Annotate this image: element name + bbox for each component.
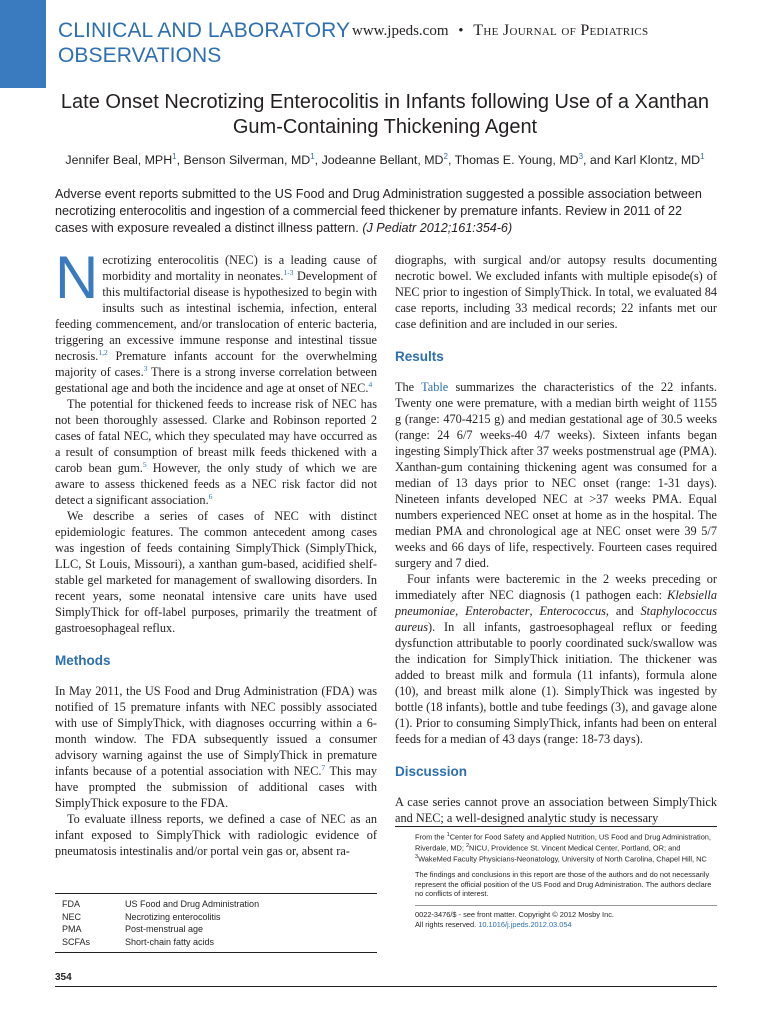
abbreviation-row: NEC Necrotizing enterocolitis — [62, 911, 221, 922]
results-heading: Results — [395, 349, 444, 364]
footnote-divider — [415, 905, 717, 906]
reference-link[interactable]: 3 — [143, 363, 148, 373]
affiliation-ref[interactable]: 1 — [700, 152, 705, 161]
doi-link[interactable]: 10.1016/j.jpeds.2012.03.054 — [478, 919, 572, 929]
right-column — [395, 252, 717, 826]
abbreviation-row: FDA US Food and Drug Administration — [62, 899, 260, 909]
abstract — [55, 186, 715, 237]
affiliation-ref[interactable]: 2 — [443, 152, 448, 161]
page-number: 354 — [55, 972, 72, 983]
table-link[interactable]: Table — [421, 380, 449, 394]
copyright-line: 0022-3476/$ - see front matter. Copyright © 2012 Mosby Inc. All rights reserved. 10.1016/j.jpeds.2012.03.054 — [415, 909, 614, 929]
affiliations: From the $^1$Center for Food Safety and Applied Nutrition, US Food and Drug Administration, Riverdale, MD; $^2$NICU, Providence St. Vincent Medical Center, Portland, OR; and $^3$WakeMed Faculty Physicians-Neonatology, University of North Carolina, Chapel Hill, NC — [415, 832, 711, 864]
methods-paragraph-1: In May 2011, the US Food and Drug Administration (FDA) was notified of 15 premature infants with NEC possibly associated with use of SimplyThick, with diagnoses occurring within a 6-month window. The FDA subsequently issued a consumer advisory warning against the use of SimplyThick in premature infants because of a potential association with NEC.$^7$ This may have prompted the submission of additional cases with SimplyThick exposure to the FDA. — [55, 684, 377, 810]
reference-link[interactable]: 5 — [142, 459, 147, 469]
journal-website-link[interactable]: www.jpeds.com — [352, 23, 449, 39]
author-2: Benson Silverman, $MD^1$, — [183, 152, 322, 168]
drop-cap: N — [55, 244, 99, 311]
reference-link[interactable]: 1,2 — [98, 347, 108, 357]
intro-paragraph-3: We describe a series of cases of NEC with distinct epidemiologic features. The common antecedent among cases was ingestion of feeds containing SimplyThick (SimplyThick, LLC, St Louis, Missouri), a xanthan gum-based, acidified shelf-stable gel marketed for management of swallowing disorders. In recent years, some neonatal intensive care units have used SimplyThick for off-label purposes, primarily the treatment of gastroesophageal reflux. — [55, 509, 377, 635]
affiliation-footnote — [395, 826, 717, 929]
section-label-line1: CLINICAL AND LABORATORY — [58, 19, 351, 42]
abstract-citation: (J Pediatr 2012;161:354-6) — [362, 221, 513, 235]
abbreviation-row: SCFAs Short-chain fatty acids — [62, 936, 215, 947]
reference-link[interactable]: 6 — [208, 491, 213, 501]
bullet-separator: • — [458, 23, 464, 39]
methods-heading: Methods — [55, 653, 111, 668]
reference-link[interactable]: 1-3 — [283, 267, 294, 277]
journal-header — [352, 22, 648, 40]
author-3: Jodeanne Bellant, $MD^2$, — [321, 152, 455, 168]
methods-paragraph-2: To evaluate illness reports, we defined a case of NEC as an infant exposed to SimplyThick with radiologic evidence of pneumatosis intestinalis and/or portal vein gas or, absent ra- — [55, 812, 377, 858]
author-5: Karl Klontz, $MD^1$ — [614, 152, 705, 168]
abstract-text: Adverse event reports submitted to the US Food and Drug Administration suggested a possible association between necrotizing enterocolitis and ingestion of a commercial feed thickener by premature infants. Review in 2011 of 22 cases with exposure revealed a distinct illness pattern. — [55, 187, 702, 235]
disclaimer: The findings and conclusions in this report are those of the authors and do not necessarily represent the official position of the US Food and Drug Administration. The authors declare no conflicts of interest. — [415, 870, 712, 899]
results-paragraph-1: The Table summarizes the characteristics of the 22 infants. Twenty one were premature, with a median birth weight of 1155 g (range: 470-4215 g) and median gestational age of 30.5 weeks (range: 24 6/7 weeks-40 4/7 weeks). Sixteen infants began ingesting SimplyThick after 37 weeks postmenstrual age (PMA). Xanthan-gum containing thickening agent was consumed for a median of 13 days prior to NEC onset (range: 1-31 days). Nineteen infants developed NEC at >37 weeks PMA. Equal numbers experienced NEC onset at home as in the hospital. The median PMA and chronological age at NEC onset were 39 5/7 weeks and 66 days of life, respectively. Fourteen cases required surgery and 7 died. — [395, 380, 717, 570]
author-list — [40, 152, 730, 167]
discussion-paragraph-1: A case series cannot prove an association between SimplyThick and NEC; a well-designed analytic study is necessary — [395, 795, 717, 825]
results-paragraph-2: Four infants were bacteremic in the 2 weeks preceding or immediately after NEC diagnosis (1 pathogen each: Klebsiella pneumoniae, Enterobacter, Enterococcus, and Staphylococcus aureus). In all infants, gastroesophageal reflux or feeding dysfunction attributable to poorly coordinated suck/swallow was the indication for SimplyThick initiation. The thickener was added to breast milk and formula (11 infants), formula alone (10), and breast milk alone (1). SimplyThick was ingested by bottle (18 infants), bottle and tube feedings (3), and gavage alone (1). Prior to consuming SimplyThick, infants had been on enteral feeds for a median of 43 days (range: 18-73 days). — [395, 572, 717, 746]
affiliation-ref[interactable]: 1 — [310, 152, 315, 161]
reference-link[interactable]: 7 — [321, 762, 326, 772]
section-label — [58, 18, 350, 68]
article-title: Late Onset Necrotizing Enterocolitis in Infants following Use of a Xanthan Gum-Containing Thickening Agent — [60, 91, 710, 138]
abbreviation-row: PMA Post-menstrual age — [62, 924, 204, 934]
author-4: Thomas E. Young, $MD^3$, and — [454, 152, 615, 168]
author-1: Jennifer Beal, MPH$^1$, — [65, 152, 184, 168]
abbreviations-box — [55, 893, 377, 953]
discussion-heading: Discussion — [395, 764, 468, 779]
section-color-bar — [0, 0, 46, 88]
journal-name: The Journal of Pediatrics — [473, 22, 649, 39]
intro-paragraph-2: The potential for thickened feeds to increase risk of NEC has not been thoroughly assessed. Clarke and Robinson reported 2 cases of fatal NEC, which they speculated may have occurred as a result of consumption of breast milk feeds thickened with a carob bean gum.$^5$ However, the only study of which we are aware to assess thickened feeds as a NEC risk factor did not detect a significant association.$^6$ — [55, 397, 378, 507]
intro-paragraph-1: Necrotizing enterocolitis (NEC) is a leading cause of morbidity and mortality in neonates.$^{1-3}$ Development of this multifactorial disease is hypothesized to begin with insults such as intestinal ischemia, infection, enteral feeding commencement, and/or translocation of enteric bacteria, triggering an excessive immune response and intestinal tissue necrosis.$^{1,2}$ Premature infants account for the overwhelming majority of cases.$^3$ There is a strong inverse correlation between gestational age and both the incidence and age at onset of NEC.$^4$ — [55, 244, 378, 395]
bottom-rule — [55, 986, 717, 987]
affiliation-ref[interactable]: 1 — [172, 152, 177, 161]
methods-paragraph-continued: diographs, with surgical and/or autopsy results documenting necrotic bowel. We excluded infants with multiple episode(s) of NEC prior to ingestion of SimplyThick. In total, we evaluated 84 case reports, including 33 medical records; 22 infants met our case definition and are included in our series. — [395, 253, 717, 331]
reference-link[interactable]: 4 — [368, 379, 373, 389]
left-column — [55, 244, 378, 859]
section-label-line2: OBSERVATIONS — [58, 44, 222, 67]
affiliation-ref[interactable]: 3 — [578, 152, 584, 161]
